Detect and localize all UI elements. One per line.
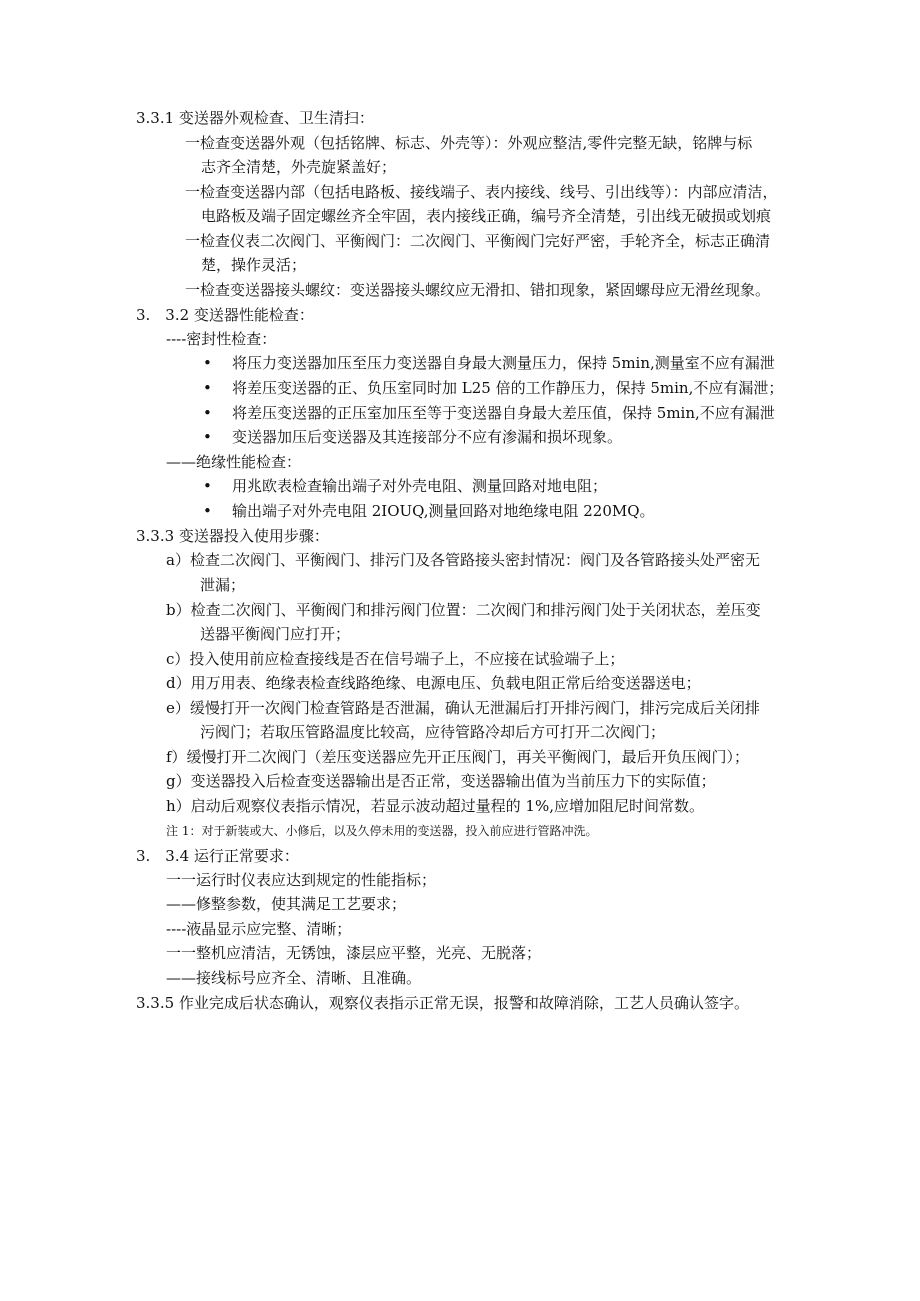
step-item-e: e）缓慢打开一次阀门检查管路是否泄漏，确认无泄漏后打开排污阀门，排污完成后关闭排 xyxy=(166,699,760,717)
bullet-icon: • xyxy=(203,502,212,520)
subsection-title-seal: ----密封性检查： xyxy=(166,330,277,348)
step-item-continuation: 泄漏； xyxy=(200,576,246,594)
bullet-icon: • xyxy=(203,404,212,422)
list-item: 一检查变送器内部（包括电路板、接线端子、表内接线、线号、引出线等）：内部应清洁， xyxy=(185,183,778,201)
list-item: ——接线标号应齐全、清晰、且准确。 xyxy=(166,969,422,987)
step-item-h: h）启动后观察仪表指示情况，若显示波动超过量程的 1%,应增加阻尼时间常数。 xyxy=(166,797,704,815)
list-item: ——修整参数，使其满足工艺要求； xyxy=(166,895,407,913)
list-item-continuation: 楚，操作灵活； xyxy=(201,256,307,274)
list-item: 一检查变送器外观（包括铭牌、标志、外壳等）：外观应整洁,零件完整无缺，铭牌与标 xyxy=(185,134,753,152)
section-heading-3-3-2: 3. 3.2 变送器性能检查： xyxy=(136,306,314,324)
list-item: 一一整机应清洁，无锈蚀，漆层应平整，光亮、无脱落； xyxy=(166,944,542,962)
bullet-item: 将差压变送器的正、负压室同时加 L25 倍的工作静压力，保持 5min,不应有漏泄； xyxy=(232,379,784,397)
list-item: 一一运行时仪表应达到规定的性能指标； xyxy=(166,871,437,889)
bullet-item: 将差压变送器的正压室加压至等于变送器自身最大差压值，保持 5min,不应有漏泄 xyxy=(232,404,775,422)
bullet-item: 用兆欧表检查输出端子对外壳电阻、测量回路对地电阻； xyxy=(232,477,608,495)
bullet-item: 变送器加压后变送器及其连接部分不应有渗漏和损坏现象。 xyxy=(232,428,623,446)
step-item-c: c）投入使用前应检查接线是否在信号端子上，不应接在试验端子上； xyxy=(166,650,625,668)
step-item-a: a）检查二次阀门、平衡阀门、排污门及各管路接头密封情况：阀门及各管路接头处严密无 xyxy=(166,551,760,569)
section-heading-3-3-3: 3.3.3 变送器投入使用步骤： xyxy=(136,527,329,545)
subsection-title-insulation: ——绝缘性能检查： xyxy=(166,453,302,471)
step-item-d: d）用万用表、绝缘表检查线路绝缘、电源电压、负载电阻正常后给变送器送电； xyxy=(166,674,701,692)
step-item-continuation: 送器平衡阀门应打开； xyxy=(200,625,351,643)
bullet-item: 输出端子对外壳电阻 2IOUQ,测量回路对地绝缘电阻 220MQ。 xyxy=(232,502,655,520)
bullet-icon: • xyxy=(203,379,212,397)
bullet-icon: • xyxy=(203,477,212,495)
list-item-continuation: 志齐全清楚，外壳旋紧盖好； xyxy=(201,158,397,176)
bullet-icon: • xyxy=(203,428,212,446)
step-item-g: g）变送器投入后检查变送器输出是否正常，变送器输出值为当前压力下的实际值； xyxy=(166,772,716,790)
section-heading-3-3-1: 3.3.1 变送器外观检查、卫生清扫： xyxy=(136,109,374,127)
step-item-f: f）缓慢打开二次阀门（差压变送器应先开正压阀门，再关平衡阀门，最后开负压阀门）； xyxy=(166,748,750,766)
bullet-item: 将压力变送器加压至压力变送器自身最大测量压力，保持 5min,测量室不应有漏泄 xyxy=(232,354,775,372)
list-item: ----液晶显示应完整、清晰； xyxy=(166,920,352,938)
note-text: 注 1：对于新装或大、小修后，以及久停未用的变送器，投入前应进行管路冲洗。 xyxy=(166,824,598,838)
step-item-b: b）检查二次阀门、平衡阀门和排污阀门位置：二次阀门和排污阀门处于关闭状态，差压变 xyxy=(166,601,761,619)
step-item-continuation: 污阀门；若取压管路温度比较高，应待管路冷却后方可打开二次阀门； xyxy=(200,723,666,741)
section-heading-3-3-4: 3. 3.4 运行正常要求： xyxy=(136,847,299,865)
list-item: 一检查仪表二次阀门、平衡阀门：二次阀门、平衡阀门完好严密，手轮齐全，标志正确清 xyxy=(185,232,771,250)
section-heading-3-3-5: 3.3.5 作业完成后状态确认，观察仪表指示正常无误，报警和故障消除，工艺人员确认签字。 xyxy=(136,994,749,1012)
list-item-continuation: 电路板及端子固定螺丝齐全牢固，表内接线正确，编号齐全清楚，引出线无破损或划痕 xyxy=(201,207,772,225)
bullet-icon: • xyxy=(203,354,212,372)
list-item: 一检查变送器接头螺纹：变送器接头螺纹应无滑扣、错扣现象，紧固螺母应无滑丝现象。 xyxy=(185,281,771,299)
